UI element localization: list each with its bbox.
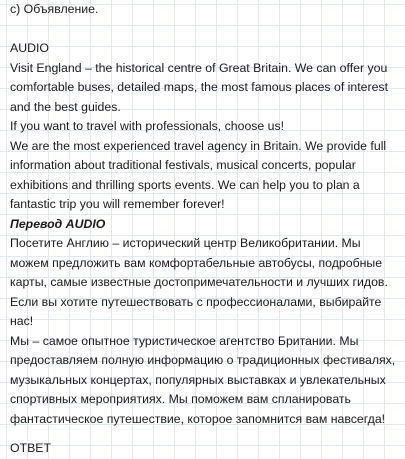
audio-heading: AUDIO	[10, 41, 49, 55]
audio-paragraph: If you want to travel with professionals, choose us!	[10, 119, 285, 133]
translation-paragraph: Посетите Англию – исторический центр Великобритании. Мы можем предложить вам комфортабельные автобусы, подробные карты, самые известные достопримечательности и лучших гидов.	[10, 236, 388, 289]
audio-paragraph: We are the most experienced travel agency in Britain. We provide full information about traditional festivals, musical concerts, popular exhibitions and thrilling sports events. We can help you to plan a fantastic trip you will remember forever!	[10, 138, 387, 211]
task-label: c) Объявление.	[10, 2, 99, 16]
answer-heading: ОТВЕТ	[10, 441, 51, 455]
document-page	[10, 0, 402, 459]
spacer	[10, 20, 402, 40]
translation-paragraph: Мы – самое опытное туристическое агентство Британии. Мы предоставляем полную информацию о традиционных фестивалях, музыкальных концертах, популярных выставках и увлекательных спортивных мероприятиях. Мы поможем вам спланировать фантастическое путешествие, которое запомнится вам навсегда!	[10, 333, 396, 426]
translation-heading: Перевод AUDIO	[10, 216, 106, 231]
translation-paragraph: Если вы хотите путешествовать с профессионалами, выбирайте нас!	[10, 294, 382, 328]
audio-paragraph: Visit England – the historical centre of Great Britain. We can offer you comfortable buses, detailed maps, the most famous places of interest and the best guides.	[10, 60, 388, 114]
